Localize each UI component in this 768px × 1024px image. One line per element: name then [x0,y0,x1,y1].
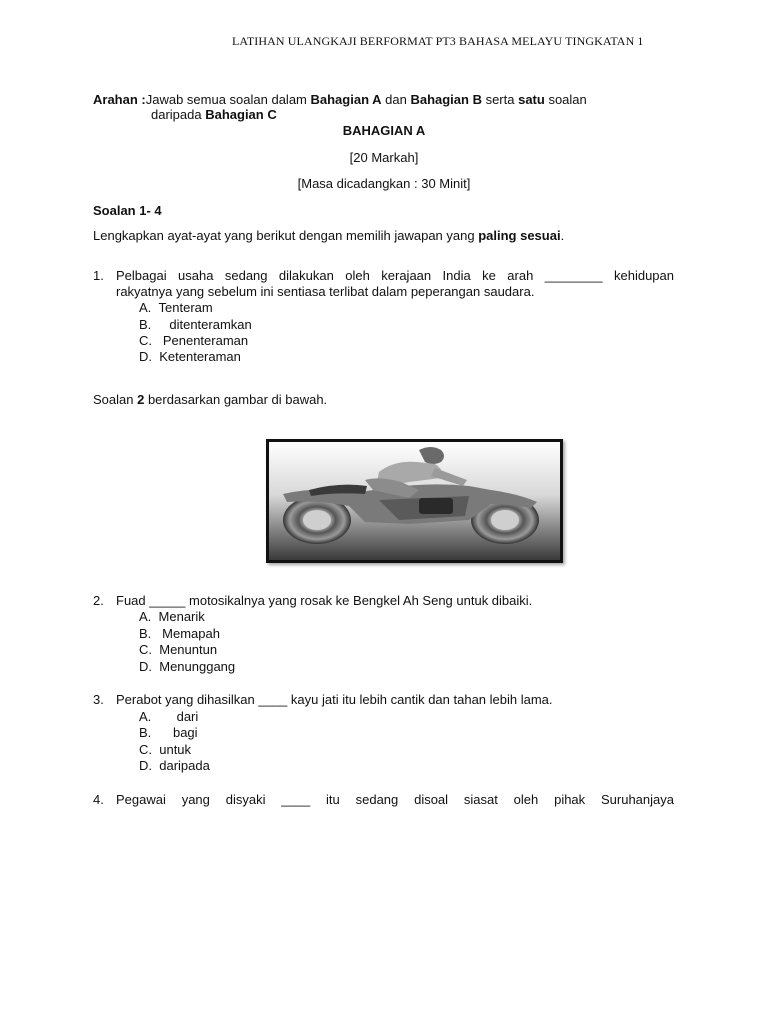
question-2-intro: Soalan 2 berdasarkan gambar di bawah. [93,392,328,407]
question-1-line-1: Pelbagai usaha sedang dilakukan oleh kerajaan India ke arah ________ kehidupan [116,268,674,283]
question-1-number: 1. [93,268,104,283]
instruction-line-2: daripada Bahagian C [151,107,277,122]
q2-option-d[interactable]: D. Menunggang [139,659,236,674]
q3-option-a[interactable]: A. dari [139,709,199,724]
instruction-label: Arahan : [93,92,146,107]
section-title: BAHAGIAN A [342,123,426,138]
q3-option-c[interactable]: C. untuk [139,742,192,757]
page-header: LATIHAN ULANGKAJI BERFORMAT PT3 BAHASA MELAYU TINGKATAN 1 [232,34,644,48]
q1-option-c[interactable]: C. Penenteraman [139,333,249,348]
q1-option-d[interactable]: D. Ketenteraman [139,349,241,364]
directive: Lengkapkan ayat-ayat yang berikut dengan memilih jawapan yang paling sesuai. [93,228,565,243]
motorcycle-image [266,439,563,563]
question-1-line-2: rakyatnya yang sebelum ini sentiasa terlibat dalam peperangan saudara. [116,284,535,299]
instruction-line-1: Arahan :Jawab semua soalan dalam Bahagian A dan Bahagian B serta satu soalan [93,92,587,107]
q2-option-a[interactable]: A. Menarik [139,609,205,624]
question-3-text: Perabot yang dihasilkan ____ kayu jati itu lebih cantik dan tahan lebih lama. [116,692,553,707]
question-3-number: 3. [93,692,104,707]
q2-option-c[interactable]: C. Menuntun [139,642,218,657]
section-marks: [20 Markah] [349,150,419,165]
question-range: Soalan 1- 4 [93,203,162,218]
q1-option-a[interactable]: A. Tenteram [139,300,213,315]
question-2-number: 2. [93,593,104,608]
q3-option-d[interactable]: D. daripada [139,758,210,773]
q1-option-b[interactable]: B. ditenteramkan [139,317,252,332]
q3-option-b[interactable]: B. bagi [139,725,198,740]
question-4-line-1: Pegawai yang disyaki ____ itu sedang disoal siasat oleh pihak Suruhanjaya [116,792,674,807]
q2-option-b[interactable]: B. Memapah [139,626,220,641]
question-4-number: 4. [93,792,104,807]
question-2-text: Fuad _____ motosikalnya yang rosak ke Bengkel Ah Seng untuk dibaiki. [116,593,533,608]
section-time: [Masa dicadangkan : 30 Minit] [297,176,471,191]
motorcycle-rider-icon [269,442,560,560]
